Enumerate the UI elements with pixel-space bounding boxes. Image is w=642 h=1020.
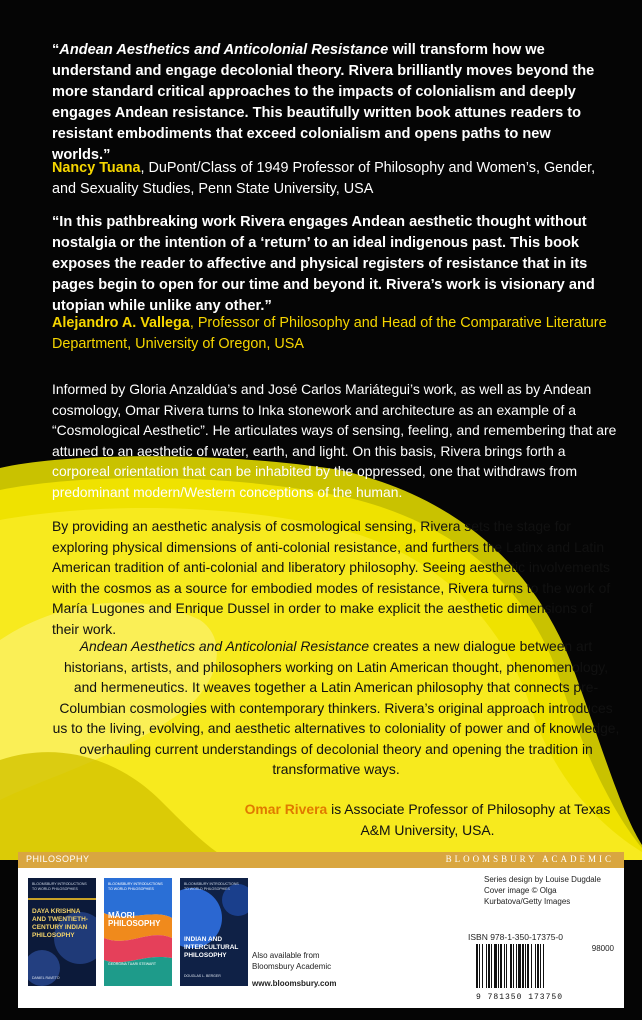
barcode-bar bbox=[518, 944, 521, 988]
category-bar bbox=[18, 852, 624, 868]
barcode-bar bbox=[516, 944, 517, 988]
barcode-bar bbox=[479, 944, 480, 988]
barcode-bar bbox=[525, 944, 526, 988]
author-bio-text: is Associate Professor of Philosophy at Texas A&M University, USA. bbox=[327, 801, 611, 838]
book-series: BLOOMSBURY INTRODUCTIONS TO WORLD PHILOSOPHIES bbox=[32, 882, 87, 891]
barcode-digits: 9 781350 173750 bbox=[476, 993, 564, 1002]
book-title: DAYA KRISHNA AND TWENTIETH-CENTURY INDIAN PHILOSOPHY bbox=[32, 908, 88, 939]
endorsement-quote-vallega: “In this pathbreaking work Rivera engages Andean aesthetic thought without nostalgia or the intention of a ‘return’ to an ideal indigenous past. This book exposes the reader to affective and physical registers of resistance that in its pages begin to open for our time and beyond it. Rivera’s work is visionary and utopian while unlike any other.” bbox=[52, 214, 595, 314]
design-credits bbox=[484, 874, 614, 907]
barcode-bar bbox=[476, 944, 478, 988]
description-paragraph-2: By providing an aesthetic analysis of cosmological sensing, Rivera sets the stage for exploring physical dimensions of anti-colonial resistance, and furthers the Latinx and Latin American tradition of anti-colonial and liberatory philosophy. Seeing aesthetic involvements with the cosmos as a source for embodied modes of resistance, Rivera turns to the work of María Lugones and Enrique Dussel in order to make explicit the aesthetic dimensions of their work. bbox=[52, 518, 611, 637]
barcode-bar bbox=[488, 944, 490, 988]
barcode-bar bbox=[494, 944, 497, 988]
series-design-credit: Series design by Louise Dugdale bbox=[484, 875, 601, 884]
category-label: PHILOSOPHY bbox=[26, 854, 90, 864]
isbn-label: ISBN 978-1-350-17375-0 bbox=[468, 932, 563, 942]
barcode-bar bbox=[491, 944, 492, 988]
cover-image-credit: Cover image © Olga Kurbatova/Getty Images bbox=[484, 886, 571, 906]
book-title: Andean Aesthetics and Anticolonial Resistance bbox=[79, 638, 370, 654]
cover-art-graphic bbox=[104, 878, 172, 986]
book-series: BLOOMSBURY INTRODUCTIONS TO WORLD PHILOSOPHIES bbox=[108, 882, 163, 891]
book-title: INDIAN AND INTERCULTURAL PHILOSOPHY bbox=[184, 936, 239, 959]
barcode-bar bbox=[531, 944, 532, 988]
book-title: MĀORI PHILOSOPHY bbox=[108, 911, 161, 928]
barcode-bar bbox=[543, 944, 544, 988]
publisher-website[interactable]: www.bloomsbury.com bbox=[252, 979, 337, 988]
barcode-bar bbox=[540, 944, 541, 988]
barcode-bar bbox=[522, 944, 524, 988]
description-text: creates a new dialogue between art historians, artists, and philosophers working on Latin American thought, phenomenology, and hermeneutics. It weaves together a Latin American philosophy that connects pre-Columbian cosmologies with contemporary thinkers. Rivera’s original approach introduces us to the living, evolving, and aesthetic alternatives to coloniality of power and of knowledge, overhauling current understandings of decolonial theory and opening the tradition in transformative ways. bbox=[52, 638, 620, 777]
quote-text: will transform how we understand and engage decolonial theory. Rivera brilliantly moves beyond the more standard critical approaches to the impacts of colonialism and deeply engages Andean resistance. This beautifully written book attunes readers to resistant embodiments that exceed colonialism and opens paths to new worlds.” bbox=[52, 42, 595, 163]
book-author: DOUGLAS L. BERGER bbox=[184, 974, 221, 978]
publisher-label: BLOOMSBURY ACADEMIC bbox=[445, 854, 614, 864]
barcode-bar bbox=[482, 944, 483, 988]
description-paragraph-1: Informed by Gloria Anzaldúa’s and José Carlos Mariátegui’s work, as well as by Andean cosmology, Omar Rivera turns to Inka stonework and architecture as an example of a “Cosmological Aesthetic”. He articulates ways of sensing, feeling, and remembering that are attuned to an aesthetic of water, earth, and light. On this basis, Rivera brings forth a corporeal orientation that can be inhabited by the oppressed, one that withdraws from predominant modern/Western conceptions of the human. bbox=[52, 381, 617, 500]
endorsement-quote-tuana bbox=[52, 40, 612, 166]
endorsement-attribution-vallega bbox=[52, 313, 622, 355]
quote-open-mark: “ bbox=[52, 42, 60, 58]
book-author: GEORGINA TUARI STEWART bbox=[108, 962, 156, 966]
barcode-bar bbox=[513, 944, 514, 988]
barcode-bar bbox=[486, 944, 487, 988]
also-available-text: Also available from Bloomsbury Academic bbox=[252, 951, 332, 971]
endorser-name: Alejandro A. Vallega bbox=[52, 315, 190, 331]
author-bio bbox=[240, 799, 615, 840]
price-code: 98000 bbox=[591, 944, 614, 953]
barcode-bar bbox=[537, 944, 539, 988]
book-author: DANIEL RAVETO bbox=[32, 976, 60, 980]
endorser-name: Nancy Tuana bbox=[52, 160, 141, 176]
barcode-bar bbox=[535, 944, 536, 988]
endorser-affiliation: , Professor of Philosophy and Head of the Comparative Literature Department, University of Oregon, USA bbox=[52, 315, 607, 352]
barcode-graphic bbox=[476, 944, 586, 988]
barcode-bar bbox=[504, 944, 505, 988]
book-thumbnail-indian-intercultural bbox=[180, 878, 248, 986]
cover-art-graphic bbox=[180, 878, 248, 986]
barcode-bar bbox=[527, 944, 529, 988]
book-thumbnail-daya-krishna bbox=[28, 878, 96, 986]
description-paragraph-3 bbox=[52, 636, 620, 780]
footer-panel bbox=[18, 868, 624, 1008]
barcode-bar bbox=[498, 944, 499, 988]
book-thumbnail-maori-philosophy bbox=[104, 878, 172, 986]
endorser-affiliation: , DuPont/Class of 1949 Professor of Philosophy and Women’s, Gender, and Sexuality Studies, Penn State University, USA bbox=[52, 160, 596, 197]
book-series: BLOOMSBURY INTRODUCTIONS TO WORLD PHILOSOPHIES bbox=[184, 882, 239, 891]
isbn-block bbox=[468, 932, 618, 1004]
barcode-bar bbox=[510, 944, 512, 988]
endorsement-attribution-tuana bbox=[52, 158, 622, 200]
author-name: Omar Rivera bbox=[244, 801, 328, 817]
barcode-bar bbox=[506, 944, 507, 988]
quote-book-title: Andean Aesthetics and Anticolonial Resistance bbox=[59, 42, 389, 58]
barcode-bar bbox=[500, 944, 502, 988]
